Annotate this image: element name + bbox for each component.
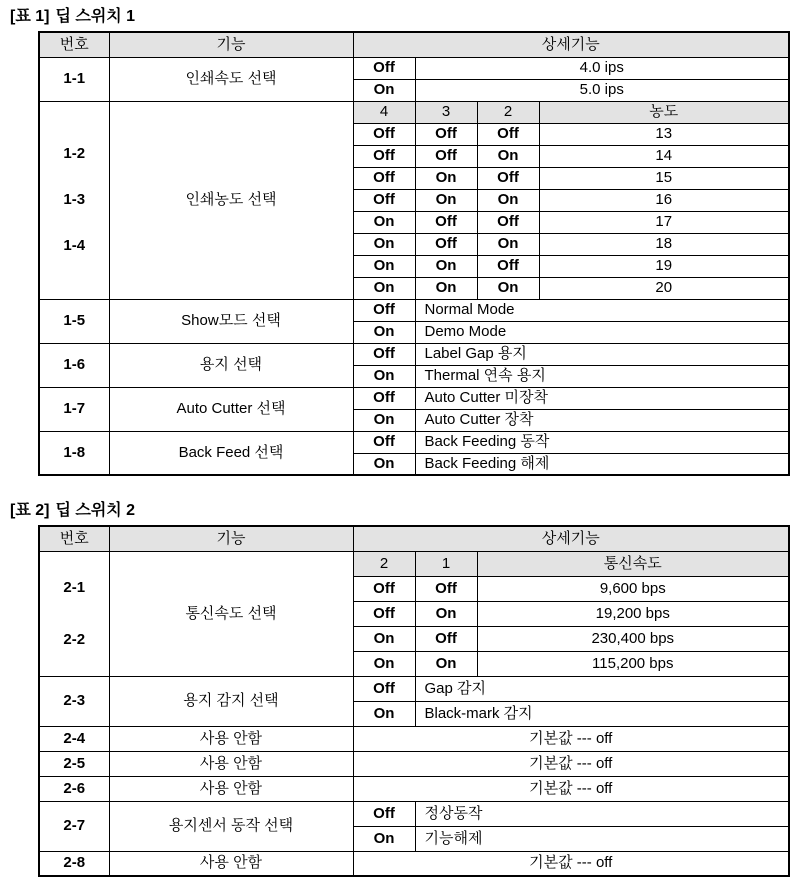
switch-state-cell: Off (353, 123, 415, 145)
density-number-stack (42, 145, 107, 255)
density-value-cell: 19 (539, 255, 789, 277)
switch-state-cell: On (415, 189, 477, 211)
baud-number-stack (42, 579, 107, 649)
table-row-2-8 (39, 851, 789, 876)
switch-state-cell: Off (353, 299, 415, 321)
switch-state-cell: On (415, 651, 477, 676)
row-no-1-5: 1-5 (39, 299, 109, 343)
row-no-2-1-2-2 (39, 551, 109, 676)
switch-state-cell: Off (353, 343, 415, 365)
table-row-1-5 (39, 299, 789, 321)
baud-value-cell: 230,400 bps (477, 626, 789, 651)
function-media-select: 용지 선택 (109, 343, 353, 387)
row-no-2-5: 2-5 (39, 751, 109, 776)
detail-value-cell: Label Gap 용지 (415, 343, 789, 365)
detail-value-cell: Back Feeding 해제 (415, 453, 789, 475)
table2-title-text: 딥 스위치 2 (55, 502, 136, 519)
switch-state-cell: Off (353, 801, 415, 826)
row-no-2-6: 2-6 (39, 776, 109, 801)
row-no-1-7: 1-7 (39, 387, 109, 431)
table1-header-no: 번호 (39, 32, 109, 57)
row-no-label: 1-3 (63, 191, 86, 208)
row-no-1-6: 1-6 (39, 343, 109, 387)
table-row-1-8 (39, 431, 789, 453)
switch-state-cell: Off (415, 145, 477, 167)
function-unused: 사용 안함 (109, 751, 353, 776)
baud-value-cell: 115,200 bps (477, 651, 789, 676)
switch-state-cell: On (353, 365, 415, 387)
switch-state-cell: Off (477, 255, 539, 277)
row-no-label: 2-2 (63, 630, 86, 648)
detail-value-cell: Auto Cutter 미장착 (415, 387, 789, 409)
switch-state-cell: On (353, 409, 415, 431)
density-subheader-row (39, 101, 789, 123)
detail-value-cell: Normal Mode (415, 299, 789, 321)
density-subheader-sw2: 2 (477, 101, 539, 123)
switch-state-cell: On (477, 233, 539, 255)
density-subheader-sw3: 3 (415, 101, 477, 123)
baud-value-cell: 9,600 bps (477, 576, 789, 601)
detail-value-cell: Auto Cutter 장착 (415, 409, 789, 431)
switch-state-cell: On (415, 601, 477, 626)
baud-subheader-sw2: 2 (353, 551, 415, 576)
function-print-speed: 인쇄속도 선택 (109, 57, 353, 101)
row-no-2-4: 2-4 (39, 726, 109, 751)
row-no-1-1: 1-1 (39, 57, 109, 101)
default-value-cell: 기본값 --- off (353, 776, 789, 801)
detail-value-cell: Gap 감지 (415, 676, 789, 701)
switch-state-cell: On (353, 626, 415, 651)
dip-switch-table-1 (38, 31, 790, 476)
default-value-cell: 기본값 --- off (353, 726, 789, 751)
density-value-cell: 15 (539, 167, 789, 189)
density-value-cell: 14 (539, 145, 789, 167)
switch-state-cell: On (477, 189, 539, 211)
switch-state-cell: Off (353, 145, 415, 167)
density-value-cell: 17 (539, 211, 789, 233)
switch-state-cell: On (477, 145, 539, 167)
table2-header-row (39, 526, 789, 551)
table1-title (10, 7, 809, 26)
detail-value-cell: 5.0 ips (415, 79, 789, 101)
table2-header-no: 번호 (39, 526, 109, 551)
table-row-1-1 (39, 57, 789, 79)
switch-state-cell: Off (353, 167, 415, 189)
row-no-label: 2-1 (63, 578, 86, 596)
table-row-1-6 (39, 343, 789, 365)
table-row-2-3 (39, 676, 789, 701)
table1-title-text: 딥 스위치 1 (55, 8, 136, 25)
switch-state-cell: On (415, 167, 477, 189)
table-row-2-6 (39, 776, 789, 801)
table1-title-prefix: [표 1] (10, 8, 50, 25)
switch-state-cell: On (353, 701, 415, 726)
switch-state-cell: Off (415, 123, 477, 145)
function-baud-rate: 통신속도 선택 (109, 551, 353, 676)
table-row-2-5 (39, 751, 789, 776)
function-unused: 사용 안함 (109, 726, 353, 751)
switch-state-cell: Off (353, 676, 415, 701)
detail-value-cell: 4.0 ips (415, 57, 789, 79)
switch-state-cell: On (353, 233, 415, 255)
function-print-density: 인쇄농도 선택 (109, 101, 353, 299)
density-value-cell: 13 (539, 123, 789, 145)
default-value-cell: 기본값 --- off (353, 851, 789, 876)
function-show-mode: Show모드 선택 (109, 299, 353, 343)
function-media-detect: 용지 감지 선택 (109, 676, 353, 726)
default-value-cell: 기본값 --- off (353, 751, 789, 776)
switch-state-cell: Off (415, 626, 477, 651)
switch-state-cell: Off (415, 211, 477, 233)
table1-header-row (39, 32, 789, 57)
switch-state-cell: Off (477, 211, 539, 233)
switch-state-cell: Off (415, 233, 477, 255)
row-no-label: 1-4 (63, 237, 86, 254)
table2-title (10, 501, 809, 520)
switch-state-cell: On (415, 255, 477, 277)
baud-subheader-row (39, 551, 789, 576)
switch-state-cell: On (415, 277, 477, 299)
density-subheader-sw4: 4 (353, 101, 415, 123)
density-value-cell: 20 (539, 277, 789, 299)
detail-value-cell: Black-mark 감지 (415, 701, 789, 726)
switch-state-cell: On (353, 79, 415, 101)
switch-state-cell: Off (353, 431, 415, 453)
switch-state-cell: On (353, 255, 415, 277)
switch-state-cell: On (353, 826, 415, 851)
dip-switch-table-2 (38, 525, 790, 877)
row-no-2-7: 2-7 (39, 801, 109, 851)
row-no-2-8: 2-8 (39, 851, 109, 876)
switch-state-cell: Off (353, 189, 415, 211)
switch-state-cell: On (353, 321, 415, 343)
switch-state-cell: Off (477, 167, 539, 189)
detail-value-cell: Thermal 연속 용지 (415, 365, 789, 387)
table2-header-detail: 상세기능 (353, 526, 789, 551)
function-media-sensor: 용지센서 동작 선택 (109, 801, 353, 851)
density-subheader-value: 농도 (539, 101, 789, 123)
detail-value-cell: Back Feeding 동작 (415, 431, 789, 453)
density-value-cell: 16 (539, 189, 789, 211)
switch-state-cell: Off (353, 601, 415, 626)
switch-state-cell: On (353, 277, 415, 299)
switch-state-cell: Off (477, 123, 539, 145)
table-row-2-7 (39, 801, 789, 826)
row-no-1-8: 1-8 (39, 431, 109, 475)
switch-state-cell: Off (415, 576, 477, 601)
switch-state-cell: On (353, 453, 415, 475)
switch-state-cell: Off (353, 57, 415, 79)
detail-value-cell: 기능해제 (415, 826, 789, 851)
switch-state-cell: On (477, 277, 539, 299)
baud-value-cell: 19,200 bps (477, 601, 789, 626)
switch-state-cell: On (353, 651, 415, 676)
function-back-feed: Back Feed 선택 (109, 431, 353, 475)
function-unused: 사용 안함 (109, 776, 353, 801)
table1-header-function: 기능 (109, 32, 353, 57)
detail-value-cell: 정상동작 (415, 801, 789, 826)
row-no-label: 1-2 (63, 145, 86, 162)
baud-subheader-sw1: 1 (415, 551, 477, 576)
function-unused: 사용 안함 (109, 851, 353, 876)
table-row-2-4 (39, 726, 789, 751)
switch-state-cell: On (353, 211, 415, 233)
row-no-2-3: 2-3 (39, 676, 109, 726)
table2-title-prefix: [표 2] (10, 502, 50, 519)
table1-header-detail: 상세기능 (353, 32, 789, 57)
table-row-1-7 (39, 387, 789, 409)
row-no-1-2-1-3-1-4 (39, 101, 109, 299)
function-auto-cutter: Auto Cutter 선택 (109, 387, 353, 431)
switch-state-cell: Off (353, 387, 415, 409)
table2-header-function: 기능 (109, 526, 353, 551)
baud-subheader-value: 통신속도 (477, 551, 789, 576)
switch-state-cell: Off (353, 576, 415, 601)
density-value-cell: 18 (539, 233, 789, 255)
detail-value-cell: Demo Mode (415, 321, 789, 343)
